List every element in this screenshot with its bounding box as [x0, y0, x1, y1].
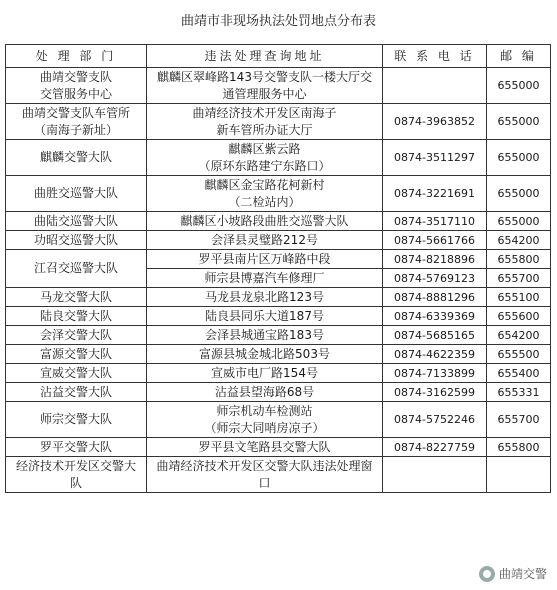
cell-address-line: 富源县城金城北路503号	[199, 346, 330, 361]
table-row	[6, 402, 551, 438]
cell-address-line: 会泽县城通宝路183号	[205, 327, 324, 342]
cell-phone: 0874-3511297	[383, 140, 487, 176]
cell-zip: 655000	[487, 104, 551, 140]
table-row	[6, 288, 551, 307]
table-row	[6, 231, 551, 250]
cell-phone: 0874-6339369	[383, 307, 487, 326]
cell-phone: 0874-8227759	[383, 438, 487, 457]
cell-phone: 0874-5769123	[383, 269, 487, 288]
cell-dept	[6, 231, 147, 250]
cell-address	[147, 176, 383, 212]
cell-address	[147, 212, 383, 231]
table-row	[6, 68, 551, 104]
table-row	[6, 104, 551, 140]
cell-address-line: 马龙县龙泉北路123号	[205, 289, 324, 304]
cell-dept-line: 马龙交警大队	[39, 289, 112, 304]
cell-phone	[383, 68, 487, 104]
cell-address-line: 罗平县南片区万峰路中段	[198, 251, 331, 266]
cell-address	[147, 288, 383, 307]
cell-dept-line: （南海子新址）	[33, 122, 118, 137]
cell-dept	[6, 212, 147, 231]
table-row	[6, 457, 551, 493]
table-row	[6, 345, 551, 364]
cell-dept	[6, 307, 147, 326]
cell-address-line: （师宗大同哨房凉子）	[204, 420, 325, 435]
cell-dept-line: 经济技术开发区交警大	[15, 458, 136, 473]
cell-address	[147, 231, 383, 250]
cell-address-line: 新车管所办证大厅	[216, 122, 313, 137]
cell-zip: 655000	[487, 140, 551, 176]
cell-zip: 655800	[487, 438, 551, 457]
table-row	[6, 212, 551, 231]
cell-address	[147, 68, 383, 104]
cell-address-line: 麒麟区翠峰路143号交警支队一楼大厅交	[157, 69, 372, 84]
cell-dept-line: 师宗交警大队	[39, 412, 112, 426]
cell-dept	[6, 402, 147, 438]
cell-dept	[6, 68, 147, 104]
penalty-location-table	[5, 44, 551, 493]
cell-phone: 0874-3162599	[383, 383, 487, 402]
cell-dept	[6, 250, 147, 288]
cell-dept-line: 富源交警大队	[39, 346, 112, 361]
header-address: 违法处理查询地址	[147, 45, 383, 68]
table-row	[6, 438, 551, 457]
cell-address-line: 沾益县望海路68号	[214, 384, 315, 399]
header-dept: 处 理 部 门	[6, 45, 147, 68]
cell-address-line: 宣威市电厂路154号	[211, 365, 318, 380]
cell-address	[147, 326, 383, 345]
cell-dept-line: 曲靖交警支队	[39, 69, 112, 84]
cell-address	[147, 104, 383, 140]
cell-address-line: （二检站内）	[228, 194, 301, 209]
cell-address	[147, 140, 383, 176]
cell-dept	[6, 345, 147, 364]
cell-address-line: 曲靖经济技术开发区南海子	[192, 105, 337, 120]
cell-dept	[6, 438, 147, 457]
cell-zip: 654200	[487, 231, 551, 250]
cell-phone: 0874-5752246	[383, 402, 487, 438]
cell-dept	[6, 383, 147, 402]
cell-address-line: 麒麟区紫云路	[228, 141, 301, 156]
cell-address	[147, 307, 383, 326]
cell-address	[147, 457, 383, 493]
cell-address-line: 通管理服务中心	[222, 86, 307, 101]
table-row	[6, 176, 551, 212]
cell-dept-line: 会泽交警大队	[39, 327, 112, 342]
table-row	[6, 250, 551, 269]
cell-dept-line: 队	[69, 475, 82, 490]
cell-dept	[6, 140, 147, 176]
wechat-logo-icon	[479, 566, 495, 582]
cell-address-line: 口	[258, 475, 271, 490]
cell-dept	[6, 104, 147, 140]
cell-zip: 655500	[487, 345, 551, 364]
cell-zip: 655100	[487, 288, 551, 307]
page-title: 曲靖市非现场执法处罚地点分布表	[180, 14, 376, 29]
cell-address	[147, 402, 383, 438]
cell-dept-line: 江召交巡警大队	[33, 261, 118, 275]
cell-address-line: 曲靖经济技术开发区交警大队违法处理窗	[156, 458, 373, 473]
cell-phone: 0874-3517110	[383, 212, 487, 231]
cell-dept-line: 宣威交警大队	[39, 365, 112, 380]
cell-zip: 655700	[487, 402, 551, 438]
table-header-row	[6, 45, 551, 68]
cell-address-line: 麒麟区小坡路段曲胜交巡警大队	[180, 213, 349, 228]
table-row	[6, 307, 551, 326]
watermark-text: 曲靖交警	[498, 567, 547, 581]
cell-zip: 655000	[487, 212, 551, 231]
cell-zip: 655700	[487, 269, 551, 288]
cell-phone: 0874-5661766	[383, 231, 487, 250]
cell-zip: 655000	[487, 176, 551, 212]
cell-zip: 655000	[487, 68, 551, 104]
cell-address-line: 师宗县博嘉汽车修理厂	[204, 270, 325, 285]
cell-address	[147, 364, 383, 383]
cell-phone: 0874-5685165	[383, 326, 487, 345]
cell-dept	[6, 457, 147, 493]
cell-address-line: 会泽县灵璧路212号	[211, 232, 318, 247]
cell-address	[147, 250, 383, 269]
cell-address-line: 麒麟区金宝路花柯新村	[204, 177, 325, 192]
cell-phone: 0874-4622359	[383, 345, 487, 364]
cell-dept-line: 交管服务中心	[39, 86, 112, 101]
cell-address	[147, 345, 383, 364]
cell-phone: 0874-7133899	[383, 364, 487, 383]
cell-dept-line: 曲靖交警支队车管所	[21, 105, 130, 120]
cell-phone	[383, 457, 487, 493]
cell-address	[147, 269, 383, 288]
header-phone: 联 系 电 话	[383, 45, 487, 68]
cell-dept	[6, 326, 147, 345]
cell-address-line: 陆良县同乐大道187号	[205, 308, 324, 323]
cell-dept-line: 曲胜交巡警大队	[33, 186, 118, 200]
cell-zip: 655600	[487, 307, 551, 326]
cell-dept-line: 曲陆交巡警大队	[33, 213, 118, 228]
cell-zip: 655800	[487, 250, 551, 269]
cell-zip: 654200	[487, 326, 551, 345]
cell-dept	[6, 176, 147, 212]
cell-address-line: （原环东路建宁东路口）	[198, 158, 331, 173]
cell-dept-line: 陆良交警大队	[39, 308, 112, 323]
cell-dept-line: 罗平交警大队	[39, 439, 112, 454]
cell-dept-line: 麒麟交警大队	[39, 150, 112, 164]
table-row	[6, 140, 551, 176]
cell-address-line: 师宗机动车检测站	[216, 403, 313, 418]
table-row	[6, 326, 551, 345]
header-zip: 邮 编	[487, 45, 551, 68]
cell-phone: 0874-3963852	[383, 104, 487, 140]
watermark	[475, 563, 551, 584]
cell-phone: 0874-3221691	[383, 176, 487, 212]
cell-address-line: 罗平县文笔路县交警大队	[198, 439, 331, 454]
cell-zip: 655331	[487, 383, 551, 402]
cell-zip	[487, 457, 551, 493]
table-row	[6, 364, 551, 383]
cell-dept-line: 沾益交警大队	[39, 384, 112, 399]
table-row	[6, 383, 551, 402]
cell-address	[147, 438, 383, 457]
cell-dept	[6, 364, 147, 383]
cell-dept-line: 功昭交巡警大队	[33, 232, 118, 247]
cell-phone: 0874-8218896	[383, 250, 487, 269]
cell-address	[147, 383, 383, 402]
cell-zip: 655400	[487, 364, 551, 383]
cell-dept	[6, 288, 147, 307]
cell-phone: 0874-8881296	[383, 288, 487, 307]
